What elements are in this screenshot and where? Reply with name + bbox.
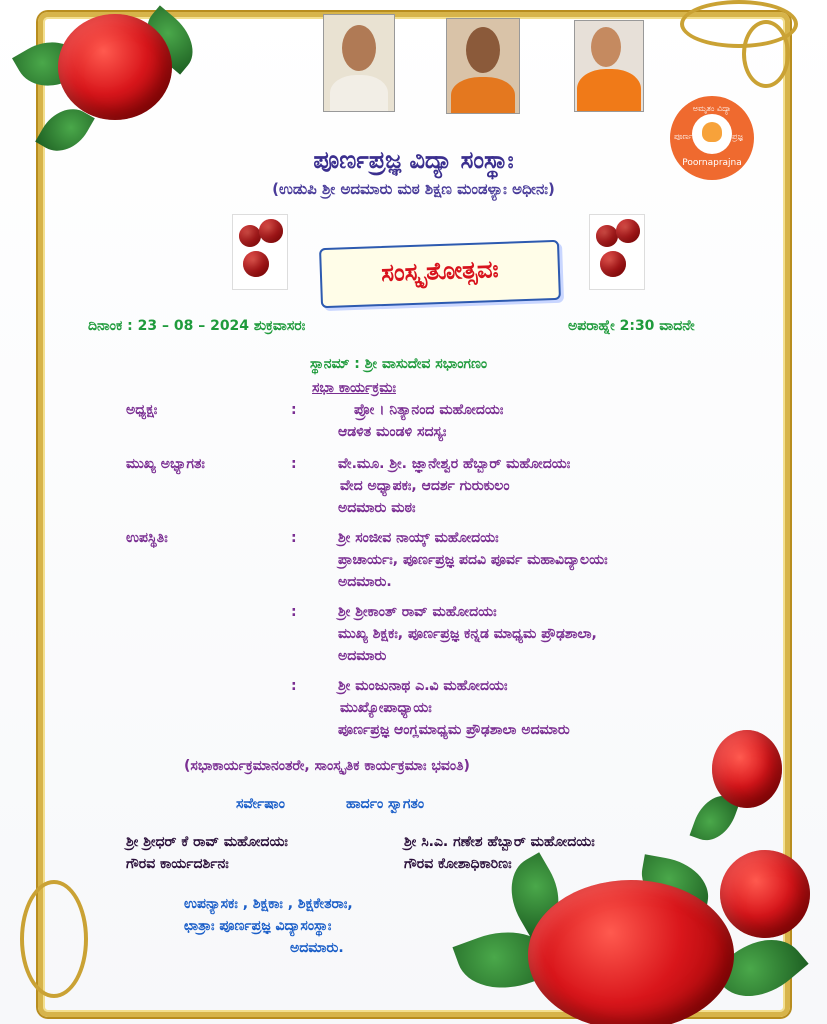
host-1-title: ಗೌರವ ಕಾರ್ಯದರ್ಶಿನಃ (126, 856, 229, 872)
programme-heading: ಸಭಾ ಕಾರ್ಯಕ್ರಮಃ (312, 380, 396, 396)
president-title: ಆಡಳಿತ ಮಂಡಳಿ ಸದಸ್ಯಃ (338, 424, 447, 440)
event-venue: ಸ್ಥಾನಮ್ : ಶ್ರೀ ವಾಸುದೇವ ಸಭಾಂಗಣಂ (310, 356, 488, 372)
colon-presence-2: : (291, 604, 297, 620)
event-date: ದಿನಾಂಕ : 23 – 08 – 2024 ಶುಕ್ರವಾಸರಃ (88, 318, 306, 334)
presence-1-title: ಪ್ರಾಚಾರ್ಯಃ, ಪೂರ್ಣಪ್ರಜ್ಞ ಪದವಿ ಪೂರ್ವ ಮಹಾವಿದ್ಯಾಲಯಃ (338, 552, 608, 568)
presence-3-name: ಶ್ರೀ ಮಂಜುನಾಥ ಎ.ವಿ ಮಹೋದಯಃ (338, 678, 508, 694)
chief-guest-place: ಅದಮಾರು ಮಠಃ (338, 500, 416, 516)
rose-medium-right (720, 850, 810, 938)
colon-presence-1: : (291, 530, 297, 546)
host-2-title: ಗೌರವ ಕೋಶಾಧಿಕಾರಿಣಃ (404, 856, 512, 872)
logo-bottom-text: Poornaprajna (682, 158, 742, 168)
presence-2-place: ಅದಮಾರು (338, 648, 387, 664)
presence-2-name: ಶ್ರೀ ಶ್ರೀಕಾಂತ್ ರಾವ್ ಮಹೋದಯಃ (338, 604, 497, 620)
cultural-note: (ಸಭಾಕಾರ್ಯಕ್ರಮಾನಂತರೇ, ಸಾಂಸ್ಕೃತಿಕ ಕಾರ್ಯಕ್ರಮಾಃ ಭವಂತಿ) (184, 758, 470, 774)
gold-swirl-top-right-2 (742, 20, 790, 88)
small-roses-left (232, 214, 288, 290)
role-president: ಅಧ್ಯಕ್ಷಃ (126, 402, 158, 418)
presence-1-name: ಶ್ರೀ ಸಂಜೀವ ನಾಯ್ಕ್ ಮಹೋದಯಃ (338, 530, 499, 546)
small-roses-right (589, 214, 645, 290)
footer-line-2: ಛಾತ್ರಾಃ ಪೂರ್ಣಪ್ರಜ್ಞ ವಿದ್ಯಾಸಂಸ್ಥಾಃ (184, 918, 332, 934)
host-2-name: ಶ್ರೀ ಸಿ.ಎ. ಗಣೇಶ ಹೆಬ್ಬಾರ್ ಮಹೋದಯಃ (404, 834, 595, 850)
colon-president: : (291, 402, 297, 418)
rose-small-right (712, 730, 782, 808)
chief-guest-title: ವೇದ ಅಧ್ಯಾಪಕಃ, ಆದರ್ಶ ಗುರುಕುಲಂ (340, 478, 510, 494)
institution-title: ಪೂರ್ಣಪ್ರಜ್ಞ ವಿದ್ಯಾ ಸಂಸ್ಥಾಃ (313, 146, 514, 174)
event-time: ಅಪರಾಹ್ನೇ 2:30 ವಾದನೇ (568, 318, 695, 334)
footer-line-3: ಅದಮಾರು. (290, 940, 344, 956)
welcome-right: ಹಾರ್ದಂ ಸ್ವಾಗತಂ (346, 796, 425, 812)
colon-presence-3: : (291, 678, 297, 694)
portrait-3 (574, 20, 644, 112)
welcome-left: ಸರ್ವೇಷಾಂ (236, 796, 285, 812)
host-1-name: ಶ್ರೀ ಶ್ರೀಧರ್ ಕೆ ರಾವ್ ಮಹೋದಯಃ (126, 834, 288, 850)
institution-subtitle: (ಉಡುಪಿ ಶ್ರೀ ಅದಮಾರು ಮಠ ಶಿಕ್ಷಣ ಮಂಡಳ್ಯಾಃ ಅಧೀನಃ) (272, 180, 555, 198)
logo-top-text: ಅಮೃತಂ ವಿದ್ಯಾ (692, 104, 732, 113)
portrait-2 (446, 18, 520, 114)
presence-3-title: ಮುಖ್ಯೋಪಾಧ್ಯಾಯಃ (340, 700, 432, 716)
presence-2-title: ಮುಖ್ಯ ಶಿಕ್ಷಕಃ, ಪೂರ್ಣಪ್ರಜ್ಞ ಕನ್ನಡ ಮಾಧ್ಯಮ ಪ್ರೌಢಶಾಲಾ, (338, 626, 597, 642)
chief-guest-name: ವೇ.ಮೂ. ಶ್ರೀ. ಜ್ಞಾನೇಶ್ವರ ಹೆಬ್ಬಾರ್ ಮಹೋದಯಃ (338, 456, 571, 472)
rose-top-left (58, 14, 172, 120)
gold-swirl-bottom-left (20, 880, 88, 998)
portrait-1 (323, 14, 395, 112)
logo-right-text: ಪ್ರಜ್ಞ (732, 132, 743, 141)
colon-chief-guest: : (291, 456, 297, 472)
role-chief-guest: ಮುಖ್ಯ ಅಭ್ಯಾಗತಃ (126, 456, 205, 472)
event-banner (319, 240, 561, 308)
logo-left-text: ಪೂರ್ಣ (674, 132, 693, 141)
presence-3-place: ಪೂರ್ಣಪ್ರಜ್ಞ ಆಂಗ್ಲಮಾಧ್ಯಮ ಪ್ರೌಢಶಾಲಾ ಅದಮಾರು (338, 722, 570, 738)
event-name: ಸಂಸ್ಕೃತೋತ್ಸವಃ (380, 254, 499, 288)
lotus-icon (702, 122, 722, 142)
rose-large-bottom (528, 880, 734, 1024)
footer-line-1: ಉಪನ್ಯಾಸಕಃ , ಶಿಕ್ಷಕಾಃ , ಶಿಕ್ಷಕೇತರಾಃ, (184, 896, 353, 912)
presence-1-place: ಅದಮಾರು. (338, 574, 392, 590)
president-name: ಪ್ರೋ । ನಿತ್ಯಾನಂದ ಮಹೋದಯಃ (354, 402, 504, 418)
role-presence: ಉಪಸ್ಥಿತಿಃ (126, 530, 168, 546)
